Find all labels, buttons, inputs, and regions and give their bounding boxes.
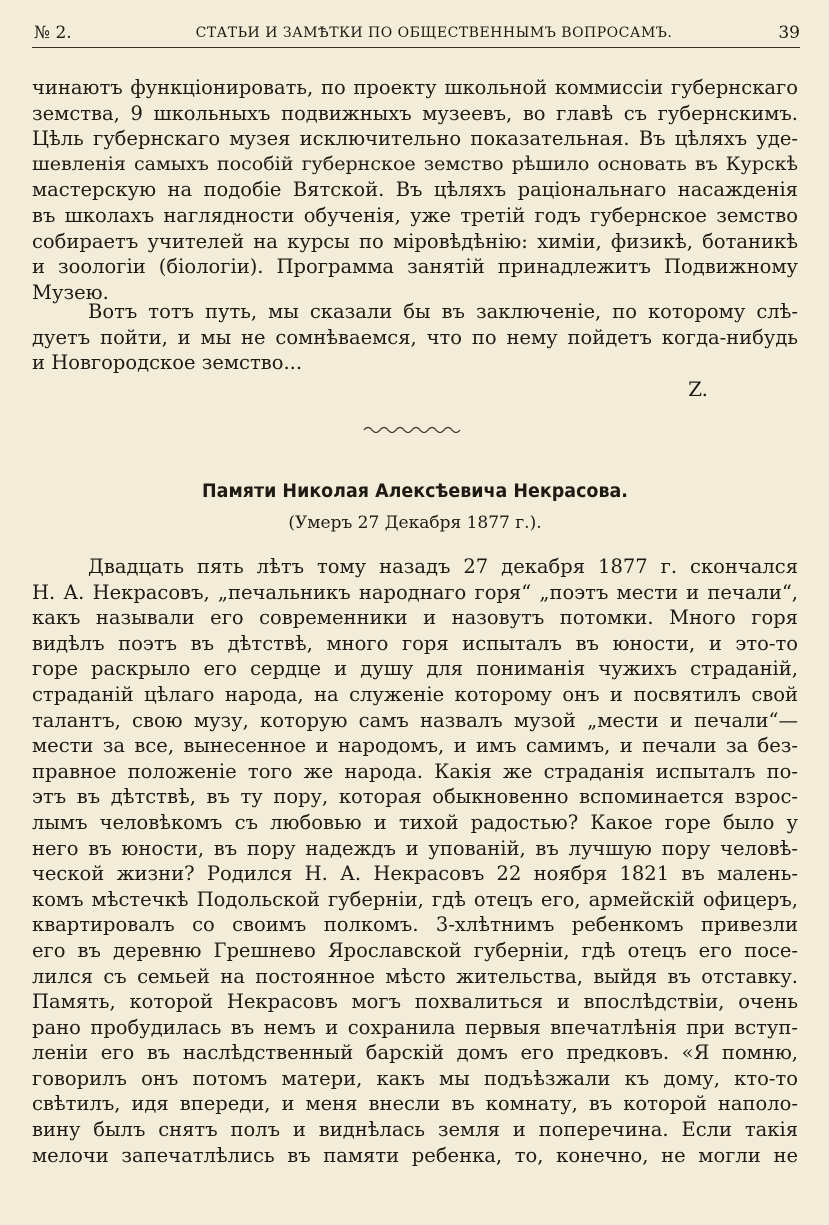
text-line: горе раскрыло его сердце и душу для пониманія чужихъ страданій, [32,657,798,681]
text-line: мелочи запечатлѣлись въ памяти ребенка, то, конечно, не могли не [32,1143,798,1167]
text-line: лымъ человѣкомъ съ любовью и тихой радостью? Какое горе было у [32,810,798,834]
text-line: Память, которой Некрасовъ могъ похвалиться и впослѣдствіи, очень [32,990,798,1014]
text-line: говорилъ онъ потомъ матери, какъ мы подъѣзжали къ дому, кто-то [32,1066,798,1090]
text-line: леніи его въ наслѣдственный барскій домъ его предковъ. «Я помню, [32,1041,798,1065]
text-line: его въ деревню Грешнево Ярославской губерніи, гдѣ отецъ его посе- [32,938,798,962]
text-line: него въ юности, въ пору надеждъ и упованій, въ лучшую пору человѣ- [32,836,798,860]
text-line: Музею. [32,280,109,304]
text-line: въ школахъ наглядности обученія, уже третій годъ губернское земство [32,203,798,227]
article2-title: Памяти Николая Алексѣевича Некрасова. [202,480,628,502]
text-line: страданій цѣлаго народа, на служеніе которому онъ и посвятилъ свой [32,682,798,706]
text-line: Двадцать пять лѣтъ тому назадъ 27 декабря 1877 г. скончался [88,555,798,578]
text-line: и Новгородское земство... [32,351,303,375]
text-line: собираетъ учителей на курсы по міровѣдѣнію: химіи, физикѣ, ботаникѣ [32,229,798,253]
text-line: шевленія самыхъ пособій губернское земство рѣшило основать въ Курскѣ [32,152,798,175]
text-line: какъ называли его современники и назовутъ потомки. Много горя [32,606,798,630]
text-line: свѣтилъ, идя впереди, и меня внесли въ комнату, въ которой наполо- [32,1092,798,1116]
text-line: мести за все, вынесенное и народомъ, и имъ самимъ, и печали за без- [32,734,798,758]
text-line: лился съ семьей на постоянное мѣсто жительства, выйдя въ отставку. [32,964,798,988]
text-line: мастерскую на подобіе Вятской. Въ цѣляхъ раціональнаго насажденія [32,178,798,202]
section-divider-flourish [362,424,462,436]
text-line: ческой жизни? Родился Н. А. Некрасовъ 22 ноября 1821 въ малень- [32,862,798,886]
text-line: чинаютъ функціонировать, по проекту школьной коммиссіи губернскаго [32,76,798,99]
section-title: СТАТЬИ И ЗАМѢТКИ ПО ОБЩЕСТВЕННЫМЪ ВОПРОСАМЪ. [195,25,673,41]
text-line: правное положеніе того же народа. Какія же страданія испыталъ по- [32,759,798,783]
text-line: дуетъ пойти, и мы не сомнѣваемся, что по нему пойдетъ когда-нибудь [32,325,798,349]
article2-subtitle: (Умеръ 27 Декабря 1877 г.). [288,513,542,533]
text-line: квартировалъ со своимъ полкомъ. 3-хлѣтнимъ ребенкомъ привезли [32,913,798,937]
issue-number: № 2. [34,23,72,43]
text-line: комъ мѣстечкѣ Подольской губерніи, гдѣ отецъ его, армейскій офицеръ, [32,887,798,911]
article1-signature: Z. [688,377,708,401]
text-line: Н. А. Некрасовъ, „печальникъ народнаго горя“ „поэтъ мести и печали“, [32,580,798,604]
text-line: талантъ, свою музу, которую самъ назвалъ музой „мести и печали“— [32,708,798,732]
page-number: 39 [778,23,800,43]
article2-paragraph1 [32,554,798,1168]
running-head [34,20,800,46]
text-line: рано пробудилась въ немъ и сохранила первыя впечатлѣнія при вступ- [32,1015,798,1039]
text-line: Цѣль губернскаго музея исключительно показательная. Въ цѣляхъ уде- [32,127,798,151]
text-line: земства, 9 школьныхъ подвижныхъ музеевъ, во главѣ съ губернскимъ. [32,101,798,125]
text-line: видѣлъ поэтъ въ дѣтствѣ, много горя испыталъ въ юности, и это-то [32,631,798,655]
text-line: вину былъ снятъ полъ и виднѣлась земля и поперечина. Если такія [32,1118,798,1142]
article1-paragraph1 [32,75,798,305]
article1-paragraph2 [32,299,798,376]
header-rule [32,47,800,48]
text-line: этъ въ дѣтствѣ, въ ту пору, которая обыкновенно вспоминается взрос- [32,785,798,809]
text-line: Вотъ тотъ путь, мы сказали бы въ заключеніе, по которому слѣ- [88,300,798,323]
text-line: и зоологіи (біологіи). Программа занятій принадлежитъ Подвижному [32,255,798,279]
